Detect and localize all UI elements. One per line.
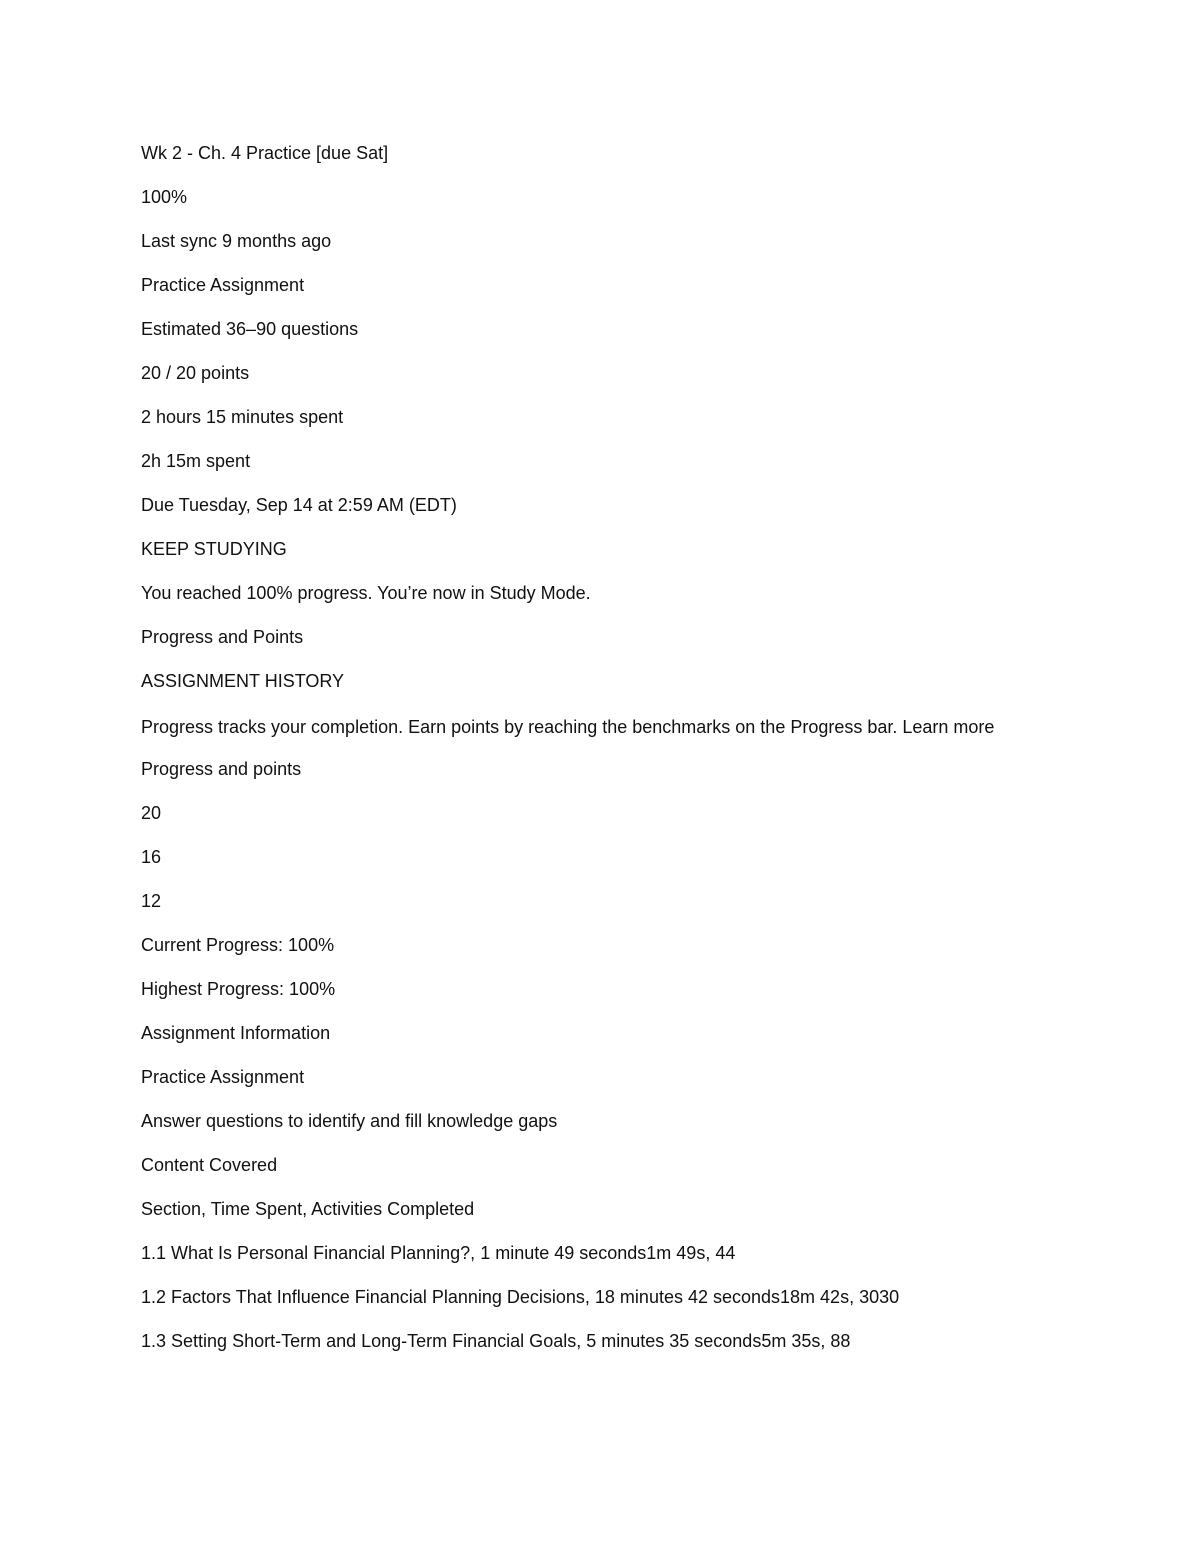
current-progress: Current Progress: 100% (141, 935, 335, 955)
assignment-title: Wk 2 - Ch. 4 Practice [due Sat] (141, 143, 389, 163)
study-mode-message: You reached 100% progress. You’re now in Study Mode. (141, 583, 591, 603)
section-row: 1.3 Setting Short-Term and Long-Term Financial Goals, 5 minutes 35 seconds5m 35s, 88 (141, 1331, 851, 1351)
assignment-history: ASSIGNMENT HISTORY (141, 671, 345, 691)
highest-progress: Highest Progress: 100% (141, 979, 336, 999)
document-body (141, 141, 1041, 1373)
content-covered-heading: Content Covered (141, 1155, 278, 1175)
benchmark-16: 16 (141, 847, 162, 867)
estimated-questions: Estimated 36–90 questions (141, 319, 359, 339)
keep-studying: KEEP STUDYING (141, 539, 287, 559)
section-row: 1.2 Factors That Influence Financial Planning Decisions, 18 minutes 42 seconds18m 42s, 3030 (141, 1287, 900, 1307)
last-sync: Last sync 9 months ago (141, 231, 332, 251)
time-spent-long: 2 hours 15 minutes spent (141, 407, 344, 427)
assignment-description: Answer questions to identify and fill knowledge gaps (141, 1111, 558, 1131)
assignment-information-heading: Assignment Information (141, 1023, 331, 1043)
assignment-type-info: Practice Assignment (141, 1067, 305, 1087)
progress-percent: 100% (141, 187, 188, 207)
due-date: Due Tuesday, Sep 14 at 2:59 AM (EDT) (141, 495, 457, 515)
points-score: 20 / 20 points (141, 363, 250, 383)
progress-and-points-label: Progress and points (141, 759, 302, 779)
time-spent-short: 2h 15m spent (141, 451, 251, 471)
table-header: Section, Time Spent, Activities Completed (141, 1199, 475, 1219)
progress-and-points-heading: Progress and Points (141, 627, 304, 647)
assignment-type: Practice Assignment (141, 275, 305, 295)
benchmark-20: 20 (141, 803, 162, 823)
benchmark-12: 12 (141, 891, 162, 911)
section-row: 1.1 What Is Personal Financial Planning?, 1 minute 49 seconds1m 49s, 44 (141, 1243, 736, 1263)
progress-description: Progress tracks your completion. Earn points by reaching the benchmarks on the Progress bar. Learn more (141, 717, 995, 737)
